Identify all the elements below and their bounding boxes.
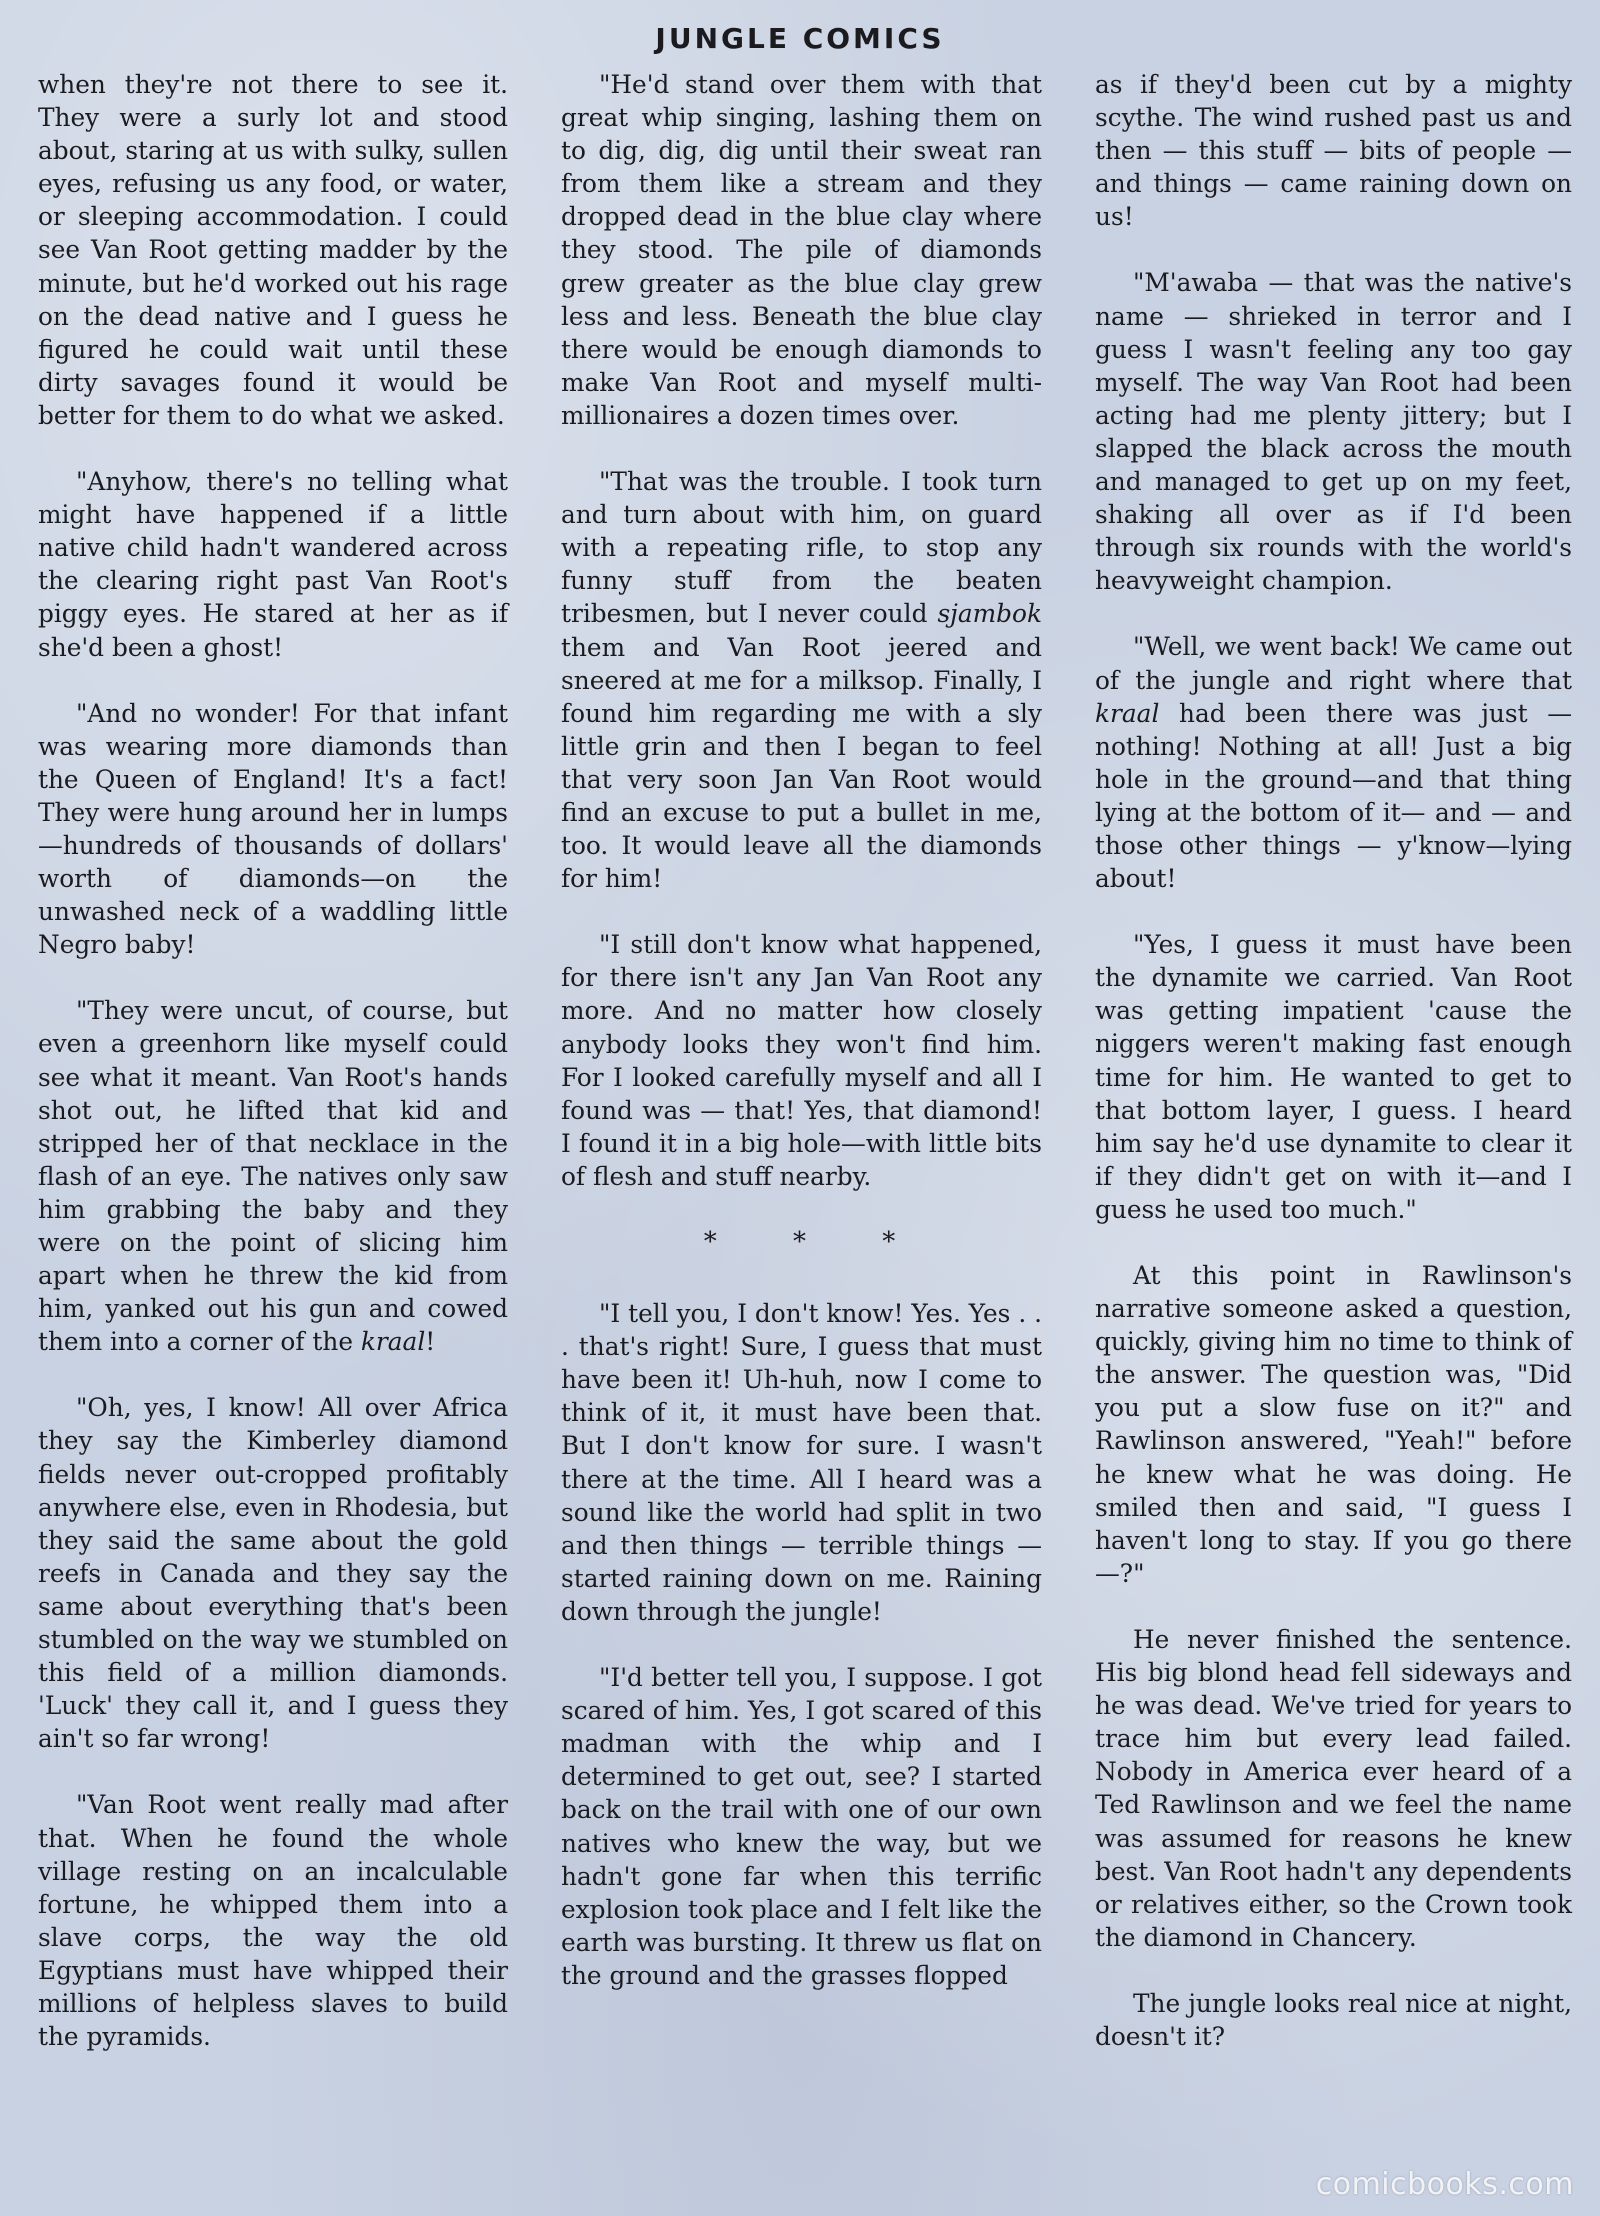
paragraph: "They were uncut, of course, but even a greenhorn like myself could see what it meant. Van Root's hands shot out, he lifted that kid and stripped her of that necklace in the flash of an eye. The natives only saw him grabbing the baby and they were on the point of slicing him apart when he threw the kid from him, yanked out his gun and cowed them into a corner of the kraal!	[38, 996, 508, 1357]
italic-term: sjambok	[937, 599, 1042, 629]
paragraph: "Oh, yes, I know! All over Africa they say the Kimberley diamond fields never out-cropped profitably anywhere else, even in Rhodesia, but they said the same about the gold reefs in Canada and they say the same about everything that's been stumbled on the way we stumbled on this field of a million diamonds. 'Luck' they call it, and I guess they ain't so far wrong!	[38, 1393, 508, 1754]
paragraph: as if they'd been cut by a mighty scythe. The wind rushed past us and then — this stuff — bits of people — and things — came raining down on us!	[1095, 70, 1572, 232]
site-watermark: comicbooks.com	[1315, 2167, 1574, 2202]
paragraph: He never finished the sentence. His big blond head fell sideways and he was dead. We've tried for years to trace him but every lead failed. Nobody in America ever heard of a Ted Rawlinson and we feel the name was assumed for reasons he knew best. Van Root hadn't any dependents or relatives either, so the Crown took the diamond in Chancery.	[1095, 1624, 1572, 1952]
paragraph: "I still don't know what happened, for there isn't any Jan Van Root any more. And no matter how closely anybody looks they won't find him. For I looked carefully myself and all I found was — that! Yes, that diamond! I found it in a big hole—with little bits of flesh and stuff nearby.	[561, 930, 1042, 1191]
paragraph: "I'd better tell you, I suppose. I got scared of him. Yes, I got scared of this madman with the whip and I determined to get out, see? I started back on the trail with one of our own natives who knew the way, but we hadn't gone far when this terrific explosion took place and I felt like the earth was bursting. It threw us flat on the ground and the grasses flopped	[561, 1663, 1042, 1990]
paragraph: "I tell you, I don't know! Yes. Yes . . . that's right! Sure, I guess that must have been it! Uh-huh, now I come to think of it, it must have been that. But I don't know for sure. I wasn't there at the time. All I heard was a sound like the world had split in two and then things — terrible things — started raining down on me. Raining down through the jungle!	[561, 1299, 1042, 1626]
paragraph: when they're not there to see it. They were a surly lot and stood about, staring at us with sulky, sullen eyes, refusing us any food, or water, or sleeping accommodation. I could see Van Root getting madder by the minute, but he'd worked out his rage on the dead native and I guess he figured he could wait until these dirty savages found it would be better for them to do what we asked.	[38, 70, 508, 430]
italic-term: kraal	[360, 1327, 426, 1357]
italic-term: kraal	[1095, 698, 1160, 728]
page-header-title: JUNGLE COMICS	[655, 22, 945, 55]
paragraph: "Van Root went really mad after that. When he found the whole village resting on an incalculable fortune, he whipped them into a slave corps, the way the old Egyptians must have whipped their millions of helpless slaves to build the pyramids.	[38, 1790, 508, 2052]
text-column-1	[38, 68, 508, 2053]
paragraph: "Yes, I guess it must have been the dynamite we carried. Van Root was getting impatient 'cause the niggers weren't making fast enough time for him. He wanted to get to that bottom layer, I guess. I heard him say he'd use dynamite to clear it if they didn't get on with it—and I guess he used too much."	[1095, 930, 1572, 1224]
paragraph: "He'd stand over them with that great whip singing, lashing them on to dig, dig, dig until their sweat ran from them like a stream and they dropped dead in the blue clay where they stood. The pile of diamonds grew greater as the blue clay grew less and less. Beneath the blue clay there would be enough diamonds to make Van Root and myself multi-millionaires a dozen times over.	[561, 70, 1042, 430]
paragraph: "Anyhow, there's no telling what might have happened if a little native child hadn't wandered across the clearing right past Van Root's piggy eyes. He stared at her as if she'd been a ghost!	[38, 467, 508, 662]
paragraph: The jungle looks real nice at night, doesn't it?	[1095, 1988, 1572, 2051]
section-separator: * * *	[703, 1227, 930, 1257]
paragraph: "Well, we went back! We came out of the jungle and right where that kraal had been there was just —nothing! Nothing at all! Just a big hole in the ground—and that thing lying at the bottom of it— and — and those other things — y'know—lying about!	[1095, 632, 1572, 894]
text-column-2	[561, 68, 1042, 1992]
text-column-3	[1095, 68, 1572, 2053]
paragraph: At this point in Rawlinson's narrative someone asked a question, quickly, giving him no time to think of the answer. The question was, "Did you put a slow fuse on it?" and Rawlinson answered, "Yeah!" before he knew what he was doing. He smiled then and said, "I guess I haven't long to stay. If you go there—?"	[1095, 1261, 1572, 1588]
paragraph: "M'awaba — that was the native's name — shrieked in terror and I guess I wasn't feeling any too gay myself. The way Van Root had been acting had me plenty jittery; but I slapped the black across the mouth and managed to get up on my feet, shaking all over as if I'd been through six rounds with the world's heavyweight champion.	[1095, 268, 1572, 596]
paragraph: "That was the trouble. I took turn and turn about with him, on guard with a repeating rifle, to stop any funny stuff from the beaten tribesmen, but I never could sjambok them and Van Root jeered and sneered at me for a milksop. Finally, I found him regarding me with a sly little grin and then I began to feel that very soon Jan Van Root would find an excuse to put a bullet in me, too. It would leave all the diamonds for him!	[561, 467, 1042, 894]
paragraph: "And no wonder! For that infant was wearing more diamonds than the Queen of England! It's a fact! They were hung around her in lumps—hundreds of thousands of dollars' worth of diamonds—on the unwashed neck of a waddling little Negro baby!	[38, 698, 508, 960]
